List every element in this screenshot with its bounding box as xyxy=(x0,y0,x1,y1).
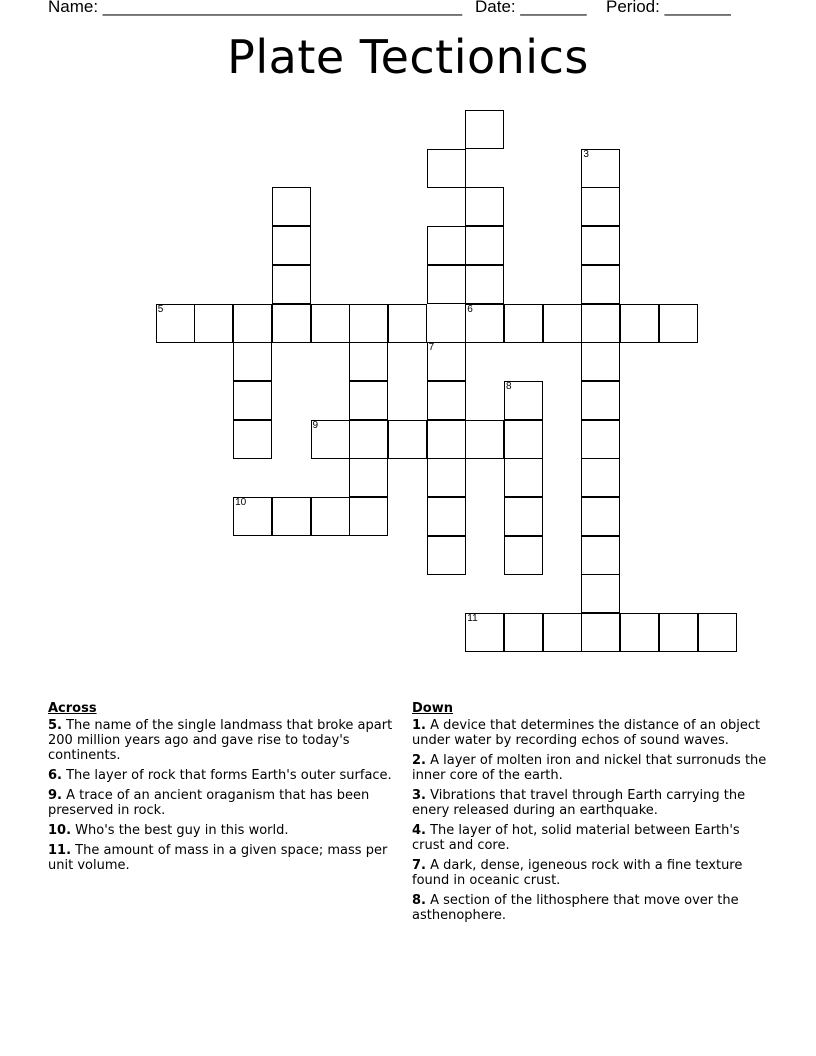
crossword-cell[interactable] xyxy=(465,420,504,459)
crossword-cell[interactable] xyxy=(581,458,620,497)
down-clue xyxy=(412,858,772,888)
down-clue xyxy=(412,893,772,923)
crossword-cell[interactable] xyxy=(311,304,350,343)
crossword-cell[interactable] xyxy=(311,497,350,536)
crossword-cell[interactable] xyxy=(233,304,272,343)
crossword-cell[interactable] xyxy=(349,342,388,381)
crossword-cell[interactable] xyxy=(233,497,272,536)
crossword-cell[interactable] xyxy=(698,613,737,652)
clue-number-label: 5. xyxy=(48,718,62,733)
crossword-cell[interactable] xyxy=(581,574,620,613)
crossword-cell[interactable] xyxy=(427,458,466,497)
crossword-cell[interactable] xyxy=(349,381,388,420)
down-heading: Down xyxy=(412,701,453,716)
clue-text: Vibrations that travel through Earth carrying the enery released during an earthquake. xyxy=(412,788,746,818)
crossword-cell[interactable] xyxy=(581,265,620,304)
across-clues xyxy=(48,701,393,878)
crossword-cell[interactable] xyxy=(156,304,195,343)
clue-text: A device that determines the distance of an object under water by recording echos of sound waves. xyxy=(412,718,761,748)
crossword-cell[interactable] xyxy=(427,226,466,265)
crossword-cell[interactable] xyxy=(427,497,466,536)
crossword-cell[interactable] xyxy=(349,458,388,497)
crossword-cell[interactable] xyxy=(620,304,659,343)
clue-number-label: 1. xyxy=(412,718,426,733)
clue-number-label: 2. xyxy=(412,753,426,768)
crossword-cell[interactable] xyxy=(465,613,504,652)
crossword-cell[interactable] xyxy=(581,536,620,575)
across-clue xyxy=(48,823,393,838)
period-field[interactable]: Period: _______ xyxy=(606,0,731,16)
crossword-cell[interactable] xyxy=(465,187,504,226)
clue-number-label: 3. xyxy=(412,788,426,803)
name-field[interactable]: Name: ______________________________________ xyxy=(48,0,463,16)
clue-number: 7 xyxy=(428,342,435,354)
crossword-cell[interactable] xyxy=(233,342,272,381)
crossword-cell[interactable] xyxy=(543,613,582,652)
crossword-cell[interactable] xyxy=(581,226,620,265)
crossword-cell[interactable] xyxy=(349,497,388,536)
clue-text: A trace of an ancient oraganism that has been preserved in rock. xyxy=(48,788,370,818)
clue-number-label: 8. xyxy=(412,893,426,908)
clue-number-label: 4. xyxy=(412,823,426,838)
crossword-cell[interactable] xyxy=(504,420,543,459)
crossword-cell[interactable] xyxy=(233,420,272,459)
crossword-cell[interactable] xyxy=(620,613,659,652)
crossword-cell[interactable] xyxy=(581,304,620,343)
down-clue xyxy=(412,718,772,748)
crossword-cell[interactable] xyxy=(427,381,466,420)
date-field[interactable]: Date: _______ xyxy=(475,0,587,16)
clue-number: 6 xyxy=(467,303,473,315)
clue-number-label: 9. xyxy=(48,788,62,803)
crossword-cell[interactable] xyxy=(272,187,311,226)
clue-text: The layer of hot, solid material between Earth's crust and core. xyxy=(412,823,740,853)
down-clue xyxy=(412,788,772,818)
crossword-cell[interactable] xyxy=(272,304,311,343)
crossword-cell[interactable] xyxy=(504,536,543,575)
crossword-cell[interactable] xyxy=(272,497,311,536)
crossword-cell[interactable] xyxy=(427,149,466,188)
across-clue xyxy=(48,843,393,873)
down-clues xyxy=(412,701,772,928)
down-clue xyxy=(412,823,772,853)
clue-number: 10 xyxy=(235,497,247,508)
puzzle-title: Plate Tectionics xyxy=(227,30,589,84)
crossword-cell[interactable] xyxy=(581,497,620,536)
crossword-cell[interactable] xyxy=(233,381,272,420)
crossword-cell[interactable] xyxy=(311,420,350,459)
clue-number-label: 11. xyxy=(48,843,72,858)
crossword-cell[interactable] xyxy=(427,536,466,575)
across-clue xyxy=(48,788,393,818)
crossword-cell[interactable] xyxy=(581,381,620,420)
clue-text: The layer of rock that forms Earth's outer surface. xyxy=(61,768,392,783)
crossword-cell[interactable] xyxy=(272,226,311,265)
crossword-cell[interactable] xyxy=(465,110,504,149)
clue-number-label: 10. xyxy=(48,823,72,838)
down-clue xyxy=(412,753,772,783)
clue-number-label: 6. xyxy=(48,768,62,783)
clue-number-label: 7. xyxy=(412,858,426,873)
crossword-cell[interactable] xyxy=(504,613,543,652)
crossword-cell[interactable] xyxy=(427,420,466,459)
clue-number: 3 xyxy=(583,148,589,160)
clue-text: The amount of mass in a given space; mass per unit volume. xyxy=(48,843,388,873)
across-clue xyxy=(48,718,393,763)
crossword-cell[interactable] xyxy=(504,381,543,420)
crossword-cell[interactable] xyxy=(543,304,582,343)
crossword-cell[interactable] xyxy=(504,304,543,343)
clue-text: A dark, dense, igeneous rock with a fine texture found in oceanic crust. xyxy=(412,858,743,888)
crossword-cell[interactable] xyxy=(465,304,504,343)
clue-number: 5 xyxy=(157,303,164,315)
crossword-cell[interactable] xyxy=(388,420,427,459)
crossword-cell[interactable] xyxy=(659,304,698,343)
clue-text: A layer of molten iron and nickel that surronuds the inner core of the earth. xyxy=(412,753,767,783)
crossword-cell[interactable] xyxy=(427,342,466,381)
clue-text: The name of the single landmass that broke apart 200 million years ago and gave rise to today's continents. xyxy=(48,718,393,763)
crossword-cell[interactable] xyxy=(465,265,504,304)
across-heading: Across xyxy=(48,701,97,716)
crossword-cell[interactable] xyxy=(581,187,620,226)
clue-text: A section of the lithosphere that move over the asthenophere. xyxy=(412,893,739,923)
crossword-cell[interactable] xyxy=(581,149,620,188)
clue-text: Who's the best guy in this world. xyxy=(71,823,289,838)
crossword-cell[interactable] xyxy=(581,342,620,381)
crossword-cell[interactable] xyxy=(465,226,504,265)
crossword-cell[interactable] xyxy=(349,420,388,459)
clue-number: 9 xyxy=(312,419,319,431)
clue-number: 11 xyxy=(467,613,478,625)
crossword-cell[interactable] xyxy=(504,497,543,536)
clue-number: 8 xyxy=(506,380,512,392)
crossword-cell[interactable] xyxy=(504,458,543,497)
crossword-cell[interactable] xyxy=(194,304,233,343)
crossword-cell[interactable] xyxy=(581,613,620,652)
crossword-cell[interactable] xyxy=(581,420,620,459)
crossword-cell[interactable] xyxy=(272,265,311,304)
crossword-cell[interactable] xyxy=(659,613,698,652)
crossword-cell[interactable] xyxy=(427,265,466,304)
crossword-cell[interactable] xyxy=(349,304,388,343)
across-clue xyxy=(48,768,393,783)
crossword-cell[interactable] xyxy=(388,304,427,343)
